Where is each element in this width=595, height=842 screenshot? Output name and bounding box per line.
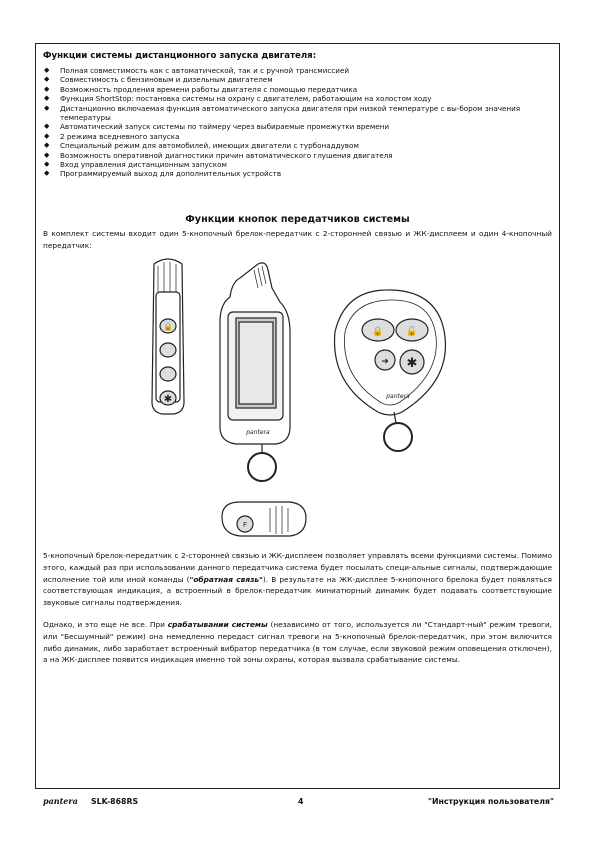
bullet-icon: ◆: [44, 66, 50, 74]
feature-text: Совместимость с бензиновым и дизельным двигателем: [60, 75, 273, 85]
svg-text:🔒: 🔒: [372, 327, 384, 337]
feature-item: [43, 122, 550, 131]
features-list: [43, 66, 550, 179]
remote-brand-label: pantera: [386, 393, 410, 400]
remote-top-view: [222, 502, 306, 536]
svg-text:✱: ✱: [163, 394, 173, 405]
feature-text: Программируемый выход для дополнительных устройств: [60, 169, 282, 179]
feature-text: Дистанционно включаемая функция автоматического запуска двигателя при низкой температуре с вы-бором значения температуры: [60, 103, 521, 123]
svg-text:🔓: 🔓: [406, 327, 418, 337]
alarm-emphasis: срабатывании системы: [167, 620, 268, 629]
feature-text: Возможность оперативной диагностики причин автоматического глушения двигателя: [60, 150, 393, 160]
feature-text: Функция ShortStop: постановка системы на охрану с двигателем, работающим на холостом ходу: [60, 94, 432, 104]
key-ring: [384, 423, 412, 451]
feature-item: [43, 151, 550, 160]
lcd-remote-front: [220, 263, 290, 481]
key-ring: [248, 453, 276, 481]
page-footer: [35, 796, 560, 810]
bullet-icon: ◆: [44, 160, 50, 169]
feature-item: [43, 66, 550, 75]
remote-side-view: [152, 259, 184, 414]
feature-text: Автоматический запуск системы по таймеру через выбираемые промежутки времени: [60, 122, 390, 132]
intro-paragraph: В комплект системы входит один 5-кнопочный брелок-передатчик с 2-сторонней связью и ЖК-дисплеем и один 4-кнопочный передатчик:: [43, 229, 552, 250]
side-button-unlock: [160, 343, 176, 357]
feature-item: [43, 85, 550, 94]
feature-text: Специальный режим для автомобилей, имеющих двигатели с турбонаддувом: [60, 141, 359, 151]
two-way-paragraph: [43, 550, 552, 609]
feature-text: Полная совместимость как с автоматической, так и с ручной трансмиссией: [60, 66, 350, 75]
button-unlock: [396, 319, 428, 341]
button-star: [400, 350, 424, 374]
features-heading: Функции системы дистанционного запуска двигателя:: [43, 51, 317, 61]
two-way-text-2: ). В результате на ЖК-дисплее 5-кнопочного брелока будет появляться соответствующая индикация, а встроенный в брелок-передатчик миниатюрный динамик будет подавать соответствующие звуковые сигналы подтверждения.: [43, 574, 552, 608]
four-button-remote: [335, 290, 446, 451]
feature-item: [43, 94, 550, 103]
feature-item: [43, 132, 550, 141]
bullet-icon: ◆: [44, 150, 50, 159]
bullet-icon: ◆: [44, 94, 50, 103]
side-button-trunk: [160, 367, 176, 381]
bullet-icon: ◆: [44, 84, 50, 93]
function-button-glyph: F: [242, 521, 248, 529]
bullet-icon: ◆: [44, 103, 50, 112]
svg-text:🔒: 🔒: [163, 322, 173, 331]
feature-item: [43, 169, 550, 178]
feature-text: Вход управления дистанционным запуском: [60, 160, 227, 170]
transmitters-illustration: [140, 252, 470, 547]
feature-item: [43, 75, 550, 84]
footer-model: SLK-868RS: [91, 797, 139, 806]
bullet-icon: ◆: [44, 141, 50, 150]
alarm-text-1: Однако, и это еще не все. При: [43, 620, 168, 629]
bullet-icon: ◆: [44, 169, 50, 178]
two-way-emphasis: "обратная связь": [189, 574, 263, 584]
bullet-icon: ◆: [44, 131, 50, 140]
two-way-text-1: 5-кнопочный брелок-передатчик с 2-сторонней связью и ЖК-дисплеем позволяет управлять всеми функциями системы. Помимо этого, каждый раз при использовании данного передатчика система будет посылать специ-альные сигналы, подтверждающие исполнение той или иной команды (: [43, 551, 552, 584]
footer-logo: pantera: [43, 796, 78, 806]
feature-item: [43, 160, 550, 169]
side-button-lock: [160, 319, 176, 333]
bullet-icon: ◆: [44, 75, 50, 84]
feature-text: Возможность продления времени работы двигателя с помощью передатчика: [60, 84, 358, 94]
alarm-text-2: (независимо от того, используется ли "Стандарт-ный" режим тревоги, или "Бесшумный" режим) она немедленно передаст сигнал тревоги на 5-кнопочный брелок-передатчик, при этом включится либо динамик, либо заработает встроенный вибратор передатчика (в том случае, если звуковой режим оповещения отключен), а на ЖК-дисплее появится индикация именно той зоны охраны, которая вызвала срабатывание системы.: [43, 620, 553, 665]
button-trunk: [375, 350, 395, 370]
section-title: Функции кнопок передатчиков системы: [185, 214, 410, 225]
page-number: 4: [298, 797, 304, 806]
feature-item: [43, 141, 550, 150]
alarm-paragraph: [43, 619, 552, 666]
button-lock: [362, 319, 394, 341]
bullet-icon: ◆: [44, 122, 50, 131]
svg-text:✱: ✱: [406, 356, 418, 371]
side-button-star: [160, 391, 176, 405]
footer-title: "Инструкция пользователя": [427, 797, 554, 806]
remote-brand-label: pantera: [246, 429, 270, 436]
feature-item: [43, 104, 550, 123]
feature-text: 2 режима вседневного запуска: [60, 131, 180, 141]
svg-text:➜: ➜: [381, 357, 389, 367]
